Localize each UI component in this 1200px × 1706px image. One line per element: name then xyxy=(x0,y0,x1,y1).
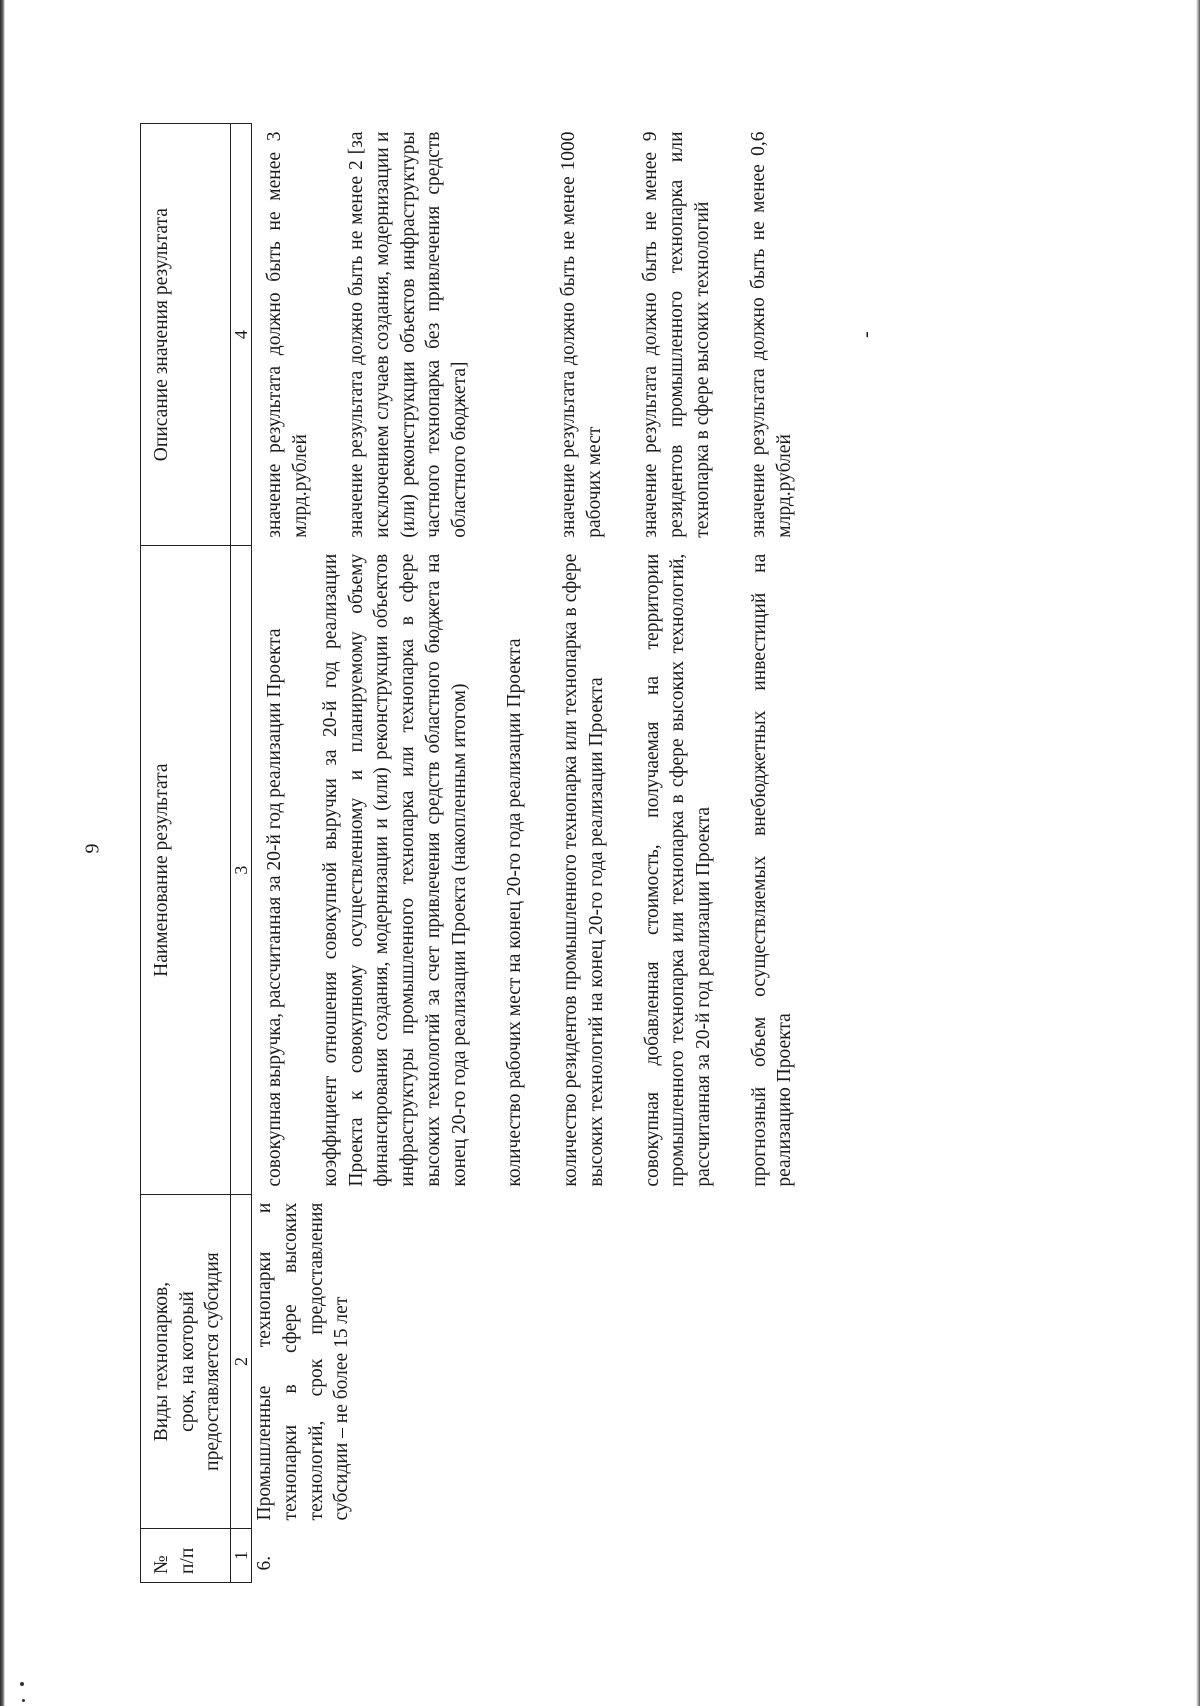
result-name: совокупная выручка, рассчитанная за 20-й год реализации Проекта xyxy=(264,628,286,1187)
rotated-page xyxy=(140,63,1020,1643)
table-row xyxy=(252,124,880,1583)
column-number: 2 xyxy=(231,1195,252,1529)
header-number-col: № п/п xyxy=(141,1528,231,1582)
header-type-col: Виды технопарков, срок, на который предоставляется субсидия xyxy=(141,1195,231,1529)
result-description-cell xyxy=(252,124,880,546)
row-number-cell xyxy=(252,1528,880,1582)
result-name: количество рабочих мест на конец 20-го года реализации Проекта xyxy=(504,638,526,1187)
header-description-col: Описание значения результата xyxy=(141,124,231,546)
result-description: значение результата должно быть не менее 2 [за исключением случаев создания, модернизации и (или) реконструкции объектов инфраструктуры частного технопарка без привлечения средств областного бюджета] xyxy=(346,131,471,538)
result-description: значение результата должно быть не менее 0,6 млрд.рублей xyxy=(748,131,795,538)
column-number: 4 xyxy=(231,124,252,546)
header-name-col: Наименование результата xyxy=(141,546,231,1195)
scan-speck xyxy=(20,1682,24,1686)
result-description: значение результата должно быть не менее 1000 рабочих мест xyxy=(558,131,605,538)
result-name-cell xyxy=(252,546,880,1195)
column-number: 3 xyxy=(231,546,252,1195)
scan-edge-left xyxy=(0,0,5,1706)
result-name: совокупная добавленная стоимость, получаемая на территории промышленного технопарка или технопарка в сфере высоких технологий, рассчитанная за 20-й год реализации Проекта xyxy=(641,553,715,1187)
result-name: количество резидентов промышленного технопарка или технопарка в сфере высоких технологий на конец 20-го года реализации Проекта xyxy=(560,553,607,1187)
result-name: прогнозный объем осуществляемых внебюджетных инвестиций на реализацию Проекта xyxy=(748,553,796,1187)
column-number-row xyxy=(231,124,252,1583)
row-number: 6. xyxy=(254,1555,276,1571)
result-description: значение результата должно быть не менее 9 резидентов промышленного технопарка или технопарка в сфере высоких технологий xyxy=(640,131,713,538)
result-description: значение результата должно быть не менее 3 млрд.рублей xyxy=(264,131,311,538)
table-header-row xyxy=(141,124,231,1583)
column-number: 1 xyxy=(231,1528,252,1582)
scan-edge-right xyxy=(1196,0,1200,1706)
scan-speck xyxy=(22,1699,25,1702)
result-name: коэффициент отношения совокупной выручки за 20-й год реализации Проекта к совокупному осуществленному и планируемому объему финансирования создания, модернизации и (или) реконструкции объектов инфраструктуры промышленного технопарка или технопарка в сфере высоких технологий за счет привлечения средств областного бюджета на конец 20-го года реализации Проекта (накопленным итогом) xyxy=(319,553,470,1187)
page-number: 9 xyxy=(81,843,104,854)
result-description: - xyxy=(856,331,878,338)
technopark-type-cell xyxy=(252,1195,880,1529)
results-table xyxy=(140,123,880,1583)
technopark-type: Промышленные технопарки и технопарки в сфере высоких технологий, срок предоставления субсидии – не более 15 лет xyxy=(254,1202,353,1521)
